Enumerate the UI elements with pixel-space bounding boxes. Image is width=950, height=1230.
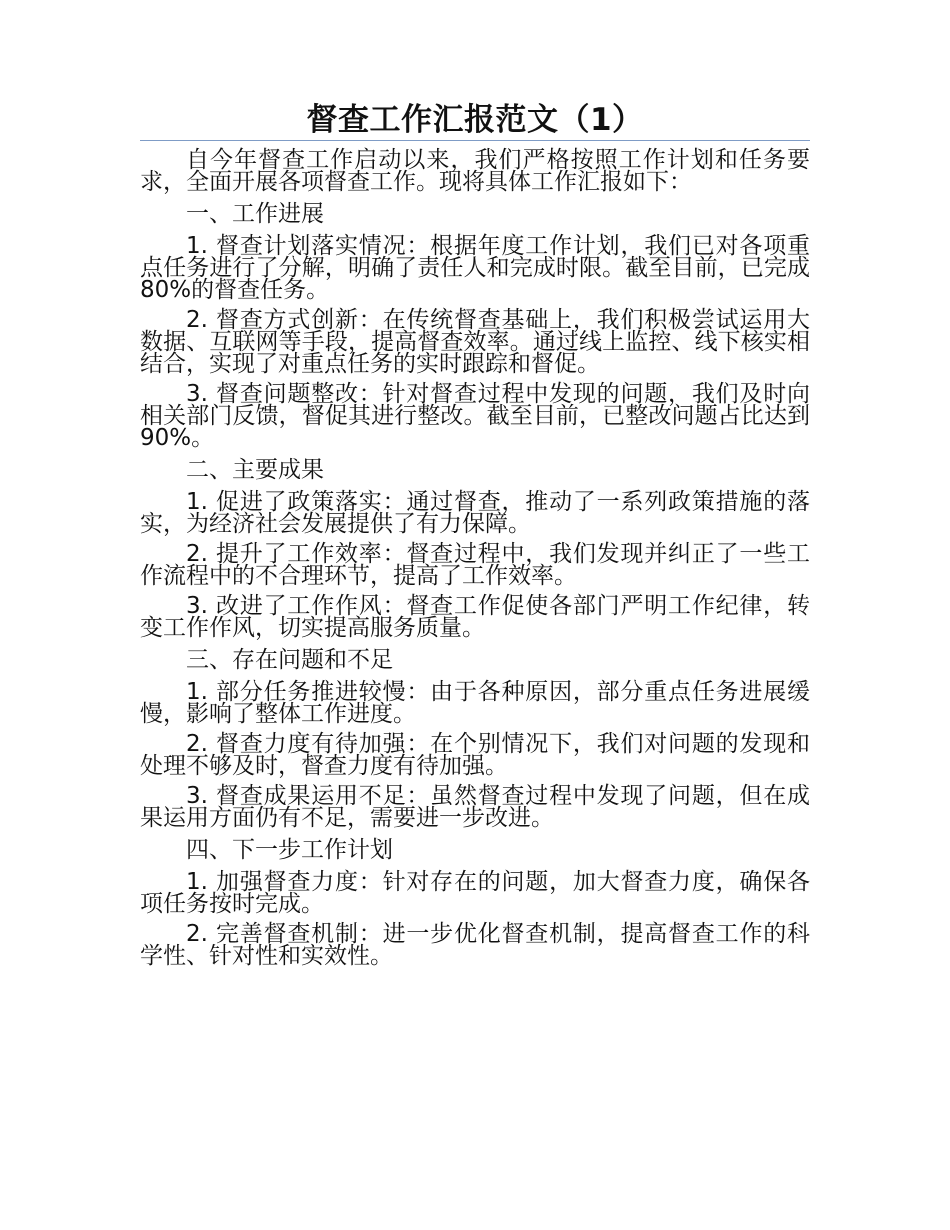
section-heading: 三、存在问题和不足 [186,647,393,673]
list-item: 3. 督查成果运用不足：虽然督查过程中发现了问题，但在成果运用方面仍有不足，需要进一步改进。 [140,783,810,831]
list-item: 1. 督查计划落实情况：根据年度工作计划，我们已对各项重点任务进行了分解，明确了责任人和完成时限。截至目前，已完成 80%的督查任务。 [140,233,810,303]
list-item: 2. 督查力度有待加强：在个别情况下，我们对问题的发现和处理不够及时，督查力度有待加强。 [140,731,810,779]
document-body [140,149,810,967]
section-next-plan [140,837,810,967]
section-main-results [140,457,810,639]
list-item: 3. 督查问题整改：针对督查过程中发现的问题，我们及时向相关部门反馈，督促其进行整改。截至目前，已整改问题占比达到 90%。 [140,381,810,451]
list-item: 1. 促进了政策落实：通过督查，推动了一系列政策措施的落实，为经济社会发展提供了有力保障。 [140,489,810,537]
list-item: 2. 提升了工作效率：督查过程中，我们发现并纠正了一些工作流程中的不合理环节，提高了工作效率。 [140,541,810,589]
document-title: 督查工作汇报范文（1） [140,100,810,141]
list-item: 2. 督查方式创新：在传统督查基础上，我们积极尝试运用大数据、互联网等手段，提高督查效率。通过线上监控、线下核实相结合，实现了对重点任务的实时跟踪和督促。 [140,307,810,377]
list-item: 2. 完善督查机制：进一步优化督查机制，提高督查工作的科学性、针对性和实效性。 [140,921,810,969]
section-heading: 二、主要成果 [186,457,324,483]
section-heading: 四、下一步工作计划 [186,837,393,863]
section-work-progress [140,201,810,449]
section-heading: 一、工作进展 [186,201,324,227]
document-page [140,100,810,975]
intro-paragraph: 自今年督查工作启动以来，我们严格按照工作计划和任务要求，全面开展各项督查工作。现将具体工作汇报如下： [140,147,810,195]
section-problems [140,647,810,829]
list-item: 3. 改进了工作作风：督查工作促使各部门严明工作纪律，转变工作作风，切实提高服务质量。 [140,593,810,641]
list-item: 1. 部分任务推进较慢：由于各种原因，部分重点任务进展缓慢，影响了整体工作进度。 [140,679,810,727]
list-item: 1. 加强督查力度：针对存在的问题，加大督查力度，确保各项任务按时完成。 [140,869,810,917]
